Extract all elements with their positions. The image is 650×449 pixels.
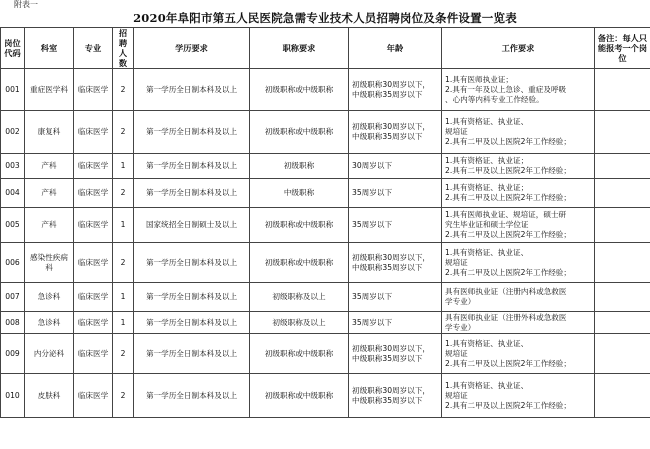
cell-major: 临床医学	[74, 312, 113, 334]
cell-major: 临床医学	[74, 374, 113, 418]
cell-age	[349, 111, 442, 154]
cell-note	[595, 374, 650, 418]
cell-age-line: 中级职称35周岁以下	[352, 132, 423, 141]
header-note: 备注：每人只能报考一个岗位	[595, 28, 650, 69]
cell-dept: 内分泌科	[25, 334, 74, 374]
cell-title-req: 初级职称或中级职称	[250, 243, 349, 283]
cell-note	[595, 111, 650, 154]
cell-edu: 第一学历全日制本科及以上	[134, 154, 250, 179]
header-code: 岗位代码	[1, 28, 25, 69]
header-count: 招聘人数	[113, 28, 134, 69]
cell-work-line: 2.具有一年及以上急诊、重症及呼吸	[445, 84, 567, 94]
cell-count: 2	[113, 334, 134, 374]
cell-note	[595, 283, 650, 312]
document-title: 2020年阜阳市第五人民医院急需专业技术人员招聘岗位及条件设置一览表	[133, 11, 517, 25]
cell-edu: 第一学历全日制本科及以上	[134, 374, 250, 418]
cell-code: 002	[1, 111, 25, 154]
cell-work	[442, 243, 595, 283]
cell-edu: 第一学历全日制本科及以上	[134, 334, 250, 374]
header-edu: 学历要求	[134, 28, 250, 69]
cell-count: 2	[113, 243, 134, 283]
cell-note	[595, 69, 650, 111]
cell-work-line: 1.具有医师执业证、规培证，硕士研	[445, 210, 567, 219]
table-row	[1, 111, 650, 154]
cell-work-line: 规培证	[445, 127, 468, 136]
cell-work	[442, 69, 595, 111]
cell-work-line: 1.具有资格证、执业证、	[445, 117, 529, 126]
cell-major: 临床医学	[74, 334, 113, 374]
cell-title-req: 初级职称或中级职称	[250, 69, 349, 111]
cell-note	[595, 179, 650, 208]
cell-title-req: 初级职称	[250, 154, 349, 179]
cell-dept: 急诊科	[25, 312, 74, 334]
cell-work	[442, 154, 595, 179]
cell-work-line: 1.具有资格证、执业证、	[445, 338, 529, 348]
header-major: 专业	[74, 28, 113, 69]
cell-work-line: 1.具有资格证、执业证、	[445, 380, 529, 390]
cell-age-line: 35周岁以下	[352, 292, 393, 301]
header-dept: 科室	[25, 28, 74, 69]
cell-age-line: 35周岁以下	[352, 317, 393, 327]
cell-edu: 第一学历全日制本科及以上	[134, 243, 250, 283]
cell-age-line: 中级职称35周岁以下	[352, 353, 423, 363]
cell-edu: 第一学历全日制本科及以上	[134, 69, 250, 111]
cell-age	[349, 154, 442, 179]
table-row	[1, 283, 650, 312]
cell-age-line: 中级职称35周岁以下	[352, 89, 423, 99]
cell-work-line: 规培证	[445, 390, 468, 400]
cell-work-line: 规培证	[445, 348, 468, 358]
cell-note	[595, 243, 650, 283]
cell-dept: 康复科	[25, 111, 74, 154]
cell-work-line: 2.具有二甲及以上医院2年工作经验；	[445, 137, 571, 146]
cell-age-line: 初级职称30周岁以下，	[352, 122, 431, 131]
table-row	[1, 374, 650, 418]
cell-age-line: 35周岁以下	[352, 188, 393, 197]
cell-edu: 国家统招全日制硕士及以上	[134, 208, 250, 243]
cell-dept: 产科	[25, 208, 74, 243]
cell-age	[349, 334, 442, 374]
cell-dept: 急诊科	[25, 283, 74, 312]
cell-work-line: 1.具有资格证、执业证；	[445, 183, 529, 192]
cell-work-line: 1.具有医师执业证；	[445, 74, 513, 84]
cell-code: 001	[1, 69, 25, 111]
cell-major: 临床医学	[74, 179, 113, 208]
cell-code: 009	[1, 334, 25, 374]
cell-count: 2	[113, 69, 134, 111]
cell-note	[595, 208, 650, 243]
cell-code: 004	[1, 179, 25, 208]
cell-age	[349, 283, 442, 312]
cell-work-line: 、心内等内科专业工作经验。	[445, 94, 544, 104]
cell-count: 2	[113, 111, 134, 154]
cell-age-line: 初级职称30周岁以下，	[352, 385, 431, 395]
cell-work	[442, 374, 595, 418]
table-row	[1, 179, 650, 208]
cell-work-line: 2.具有二甲及以上医院2年工作经验；	[445, 358, 571, 368]
cell-count: 1	[113, 283, 134, 312]
cell-work-line: 规培证	[445, 257, 468, 267]
header-work: 工作要求	[442, 28, 595, 69]
table-body	[1, 69, 650, 418]
cell-title-req: 中级职称	[250, 179, 349, 208]
cell-edu: 第一学历全日制本科及以上	[134, 179, 250, 208]
cell-work	[442, 111, 595, 154]
cell-edu: 第一学历全日制本科及以上	[134, 283, 250, 312]
cell-age-line: 初级职称30周岁以下，	[352, 79, 431, 89]
cell-major: 临床医学	[74, 283, 113, 312]
cell-age	[349, 69, 442, 111]
cell-code: 006	[1, 243, 25, 283]
cell-code: 010	[1, 374, 25, 418]
table-row	[1, 69, 650, 111]
cell-work-line: 2.具有二甲及以上医院2年工作经验；	[445, 230, 571, 239]
cell-age-line: 35周岁以下	[352, 220, 393, 229]
cell-title-req: 初级职称及以上	[250, 312, 349, 334]
cell-note	[595, 312, 650, 334]
cell-title-req: 初级职称及以上	[250, 283, 349, 312]
cell-work	[442, 208, 595, 243]
cell-work	[442, 179, 595, 208]
cell-code: 003	[1, 154, 25, 179]
cell-code: 007	[1, 283, 25, 312]
cell-work	[442, 334, 595, 374]
cell-work-line: 具有医师执业证（注册内科或急救医	[445, 287, 567, 296]
cell-work-line: 2.具有二甲及以上医院2年工作经验；	[445, 193, 571, 202]
table-row	[1, 154, 650, 179]
cell-work	[442, 283, 595, 312]
cell-age	[349, 179, 442, 208]
cell-age-line: 中级职称35周岁以下	[352, 395, 423, 405]
cell-age	[349, 374, 442, 418]
header-title-req: 职称要求	[250, 28, 349, 69]
cell-dept: 产科	[25, 154, 74, 179]
cell-title-req: 初级职称或中级职称	[250, 208, 349, 243]
cell-work	[442, 312, 595, 334]
cell-dept: 皮肤科	[25, 374, 74, 418]
table-row	[1, 208, 650, 243]
cell-code: 005	[1, 208, 25, 243]
cell-title-req: 初级职称或中级职称	[250, 374, 349, 418]
cell-age-line: 30周岁以下	[352, 161, 393, 170]
cell-age-line: 初级职称30周岁以下，	[352, 343, 431, 353]
cell-work-line: 学专业）	[445, 297, 476, 306]
cell-count: 1	[113, 154, 134, 179]
cell-note	[595, 154, 650, 179]
cell-work-line: 1.具有资格证、执业证；	[445, 156, 529, 165]
table-row	[1, 312, 650, 334]
cell-count: 1	[113, 312, 134, 334]
table-row	[1, 243, 650, 283]
cell-count: 2	[113, 374, 134, 418]
cell-code: 008	[1, 312, 25, 334]
header-age: 年龄	[349, 28, 442, 69]
cell-major: 临床医学	[74, 111, 113, 154]
cell-work-line: 2.具有二甲及以上医院2年工作经验；	[445, 267, 571, 277]
cell-dept: 产科	[25, 179, 74, 208]
table-header-row	[1, 28, 650, 69]
cell-dept: 重症医学科	[25, 69, 74, 111]
cell-work-line: 学专业）	[445, 322, 476, 332]
cell-work-line: 2.具有二甲及以上医院2年工作经验；	[445, 400, 571, 410]
table-row	[1, 334, 650, 374]
cell-edu: 第一学历全日制本科及以上	[134, 312, 250, 334]
cell-work-line: 具有医师执业证（注册外科或急救医	[445, 312, 567, 322]
annex-label: 附表一	[14, 0, 38, 9]
cell-age	[349, 208, 442, 243]
cell-edu: 第一学历全日制本科及以上	[134, 111, 250, 154]
cell-work-line: 究生毕业证和硕士学位证	[445, 220, 529, 229]
cell-note	[595, 334, 650, 374]
cell-major: 临床医学	[74, 154, 113, 179]
cell-age	[349, 312, 442, 334]
cell-major: 临床医学	[74, 243, 113, 283]
cell-title-req: 初级职称或中级职称	[250, 111, 349, 154]
cell-age-line: 初级职称30周岁以下，	[352, 252, 431, 262]
cell-count: 1	[113, 208, 134, 243]
cell-dept: 感染性疾病科	[25, 243, 74, 283]
cell-title-req: 初级职称或中级职称	[250, 334, 349, 374]
cell-age	[349, 243, 442, 283]
cell-major: 临床医学	[74, 208, 113, 243]
recruitment-table	[0, 27, 650, 418]
cell-age-line: 中级职称35周岁以下	[352, 262, 423, 272]
cell-work-line: 1.具有资格证、执业证、	[445, 247, 529, 257]
cell-work-line: 2.具有二甲及以上医院2年工作经验；	[445, 166, 571, 175]
cell-count: 2	[113, 179, 134, 208]
cell-major: 临床医学	[74, 69, 113, 111]
